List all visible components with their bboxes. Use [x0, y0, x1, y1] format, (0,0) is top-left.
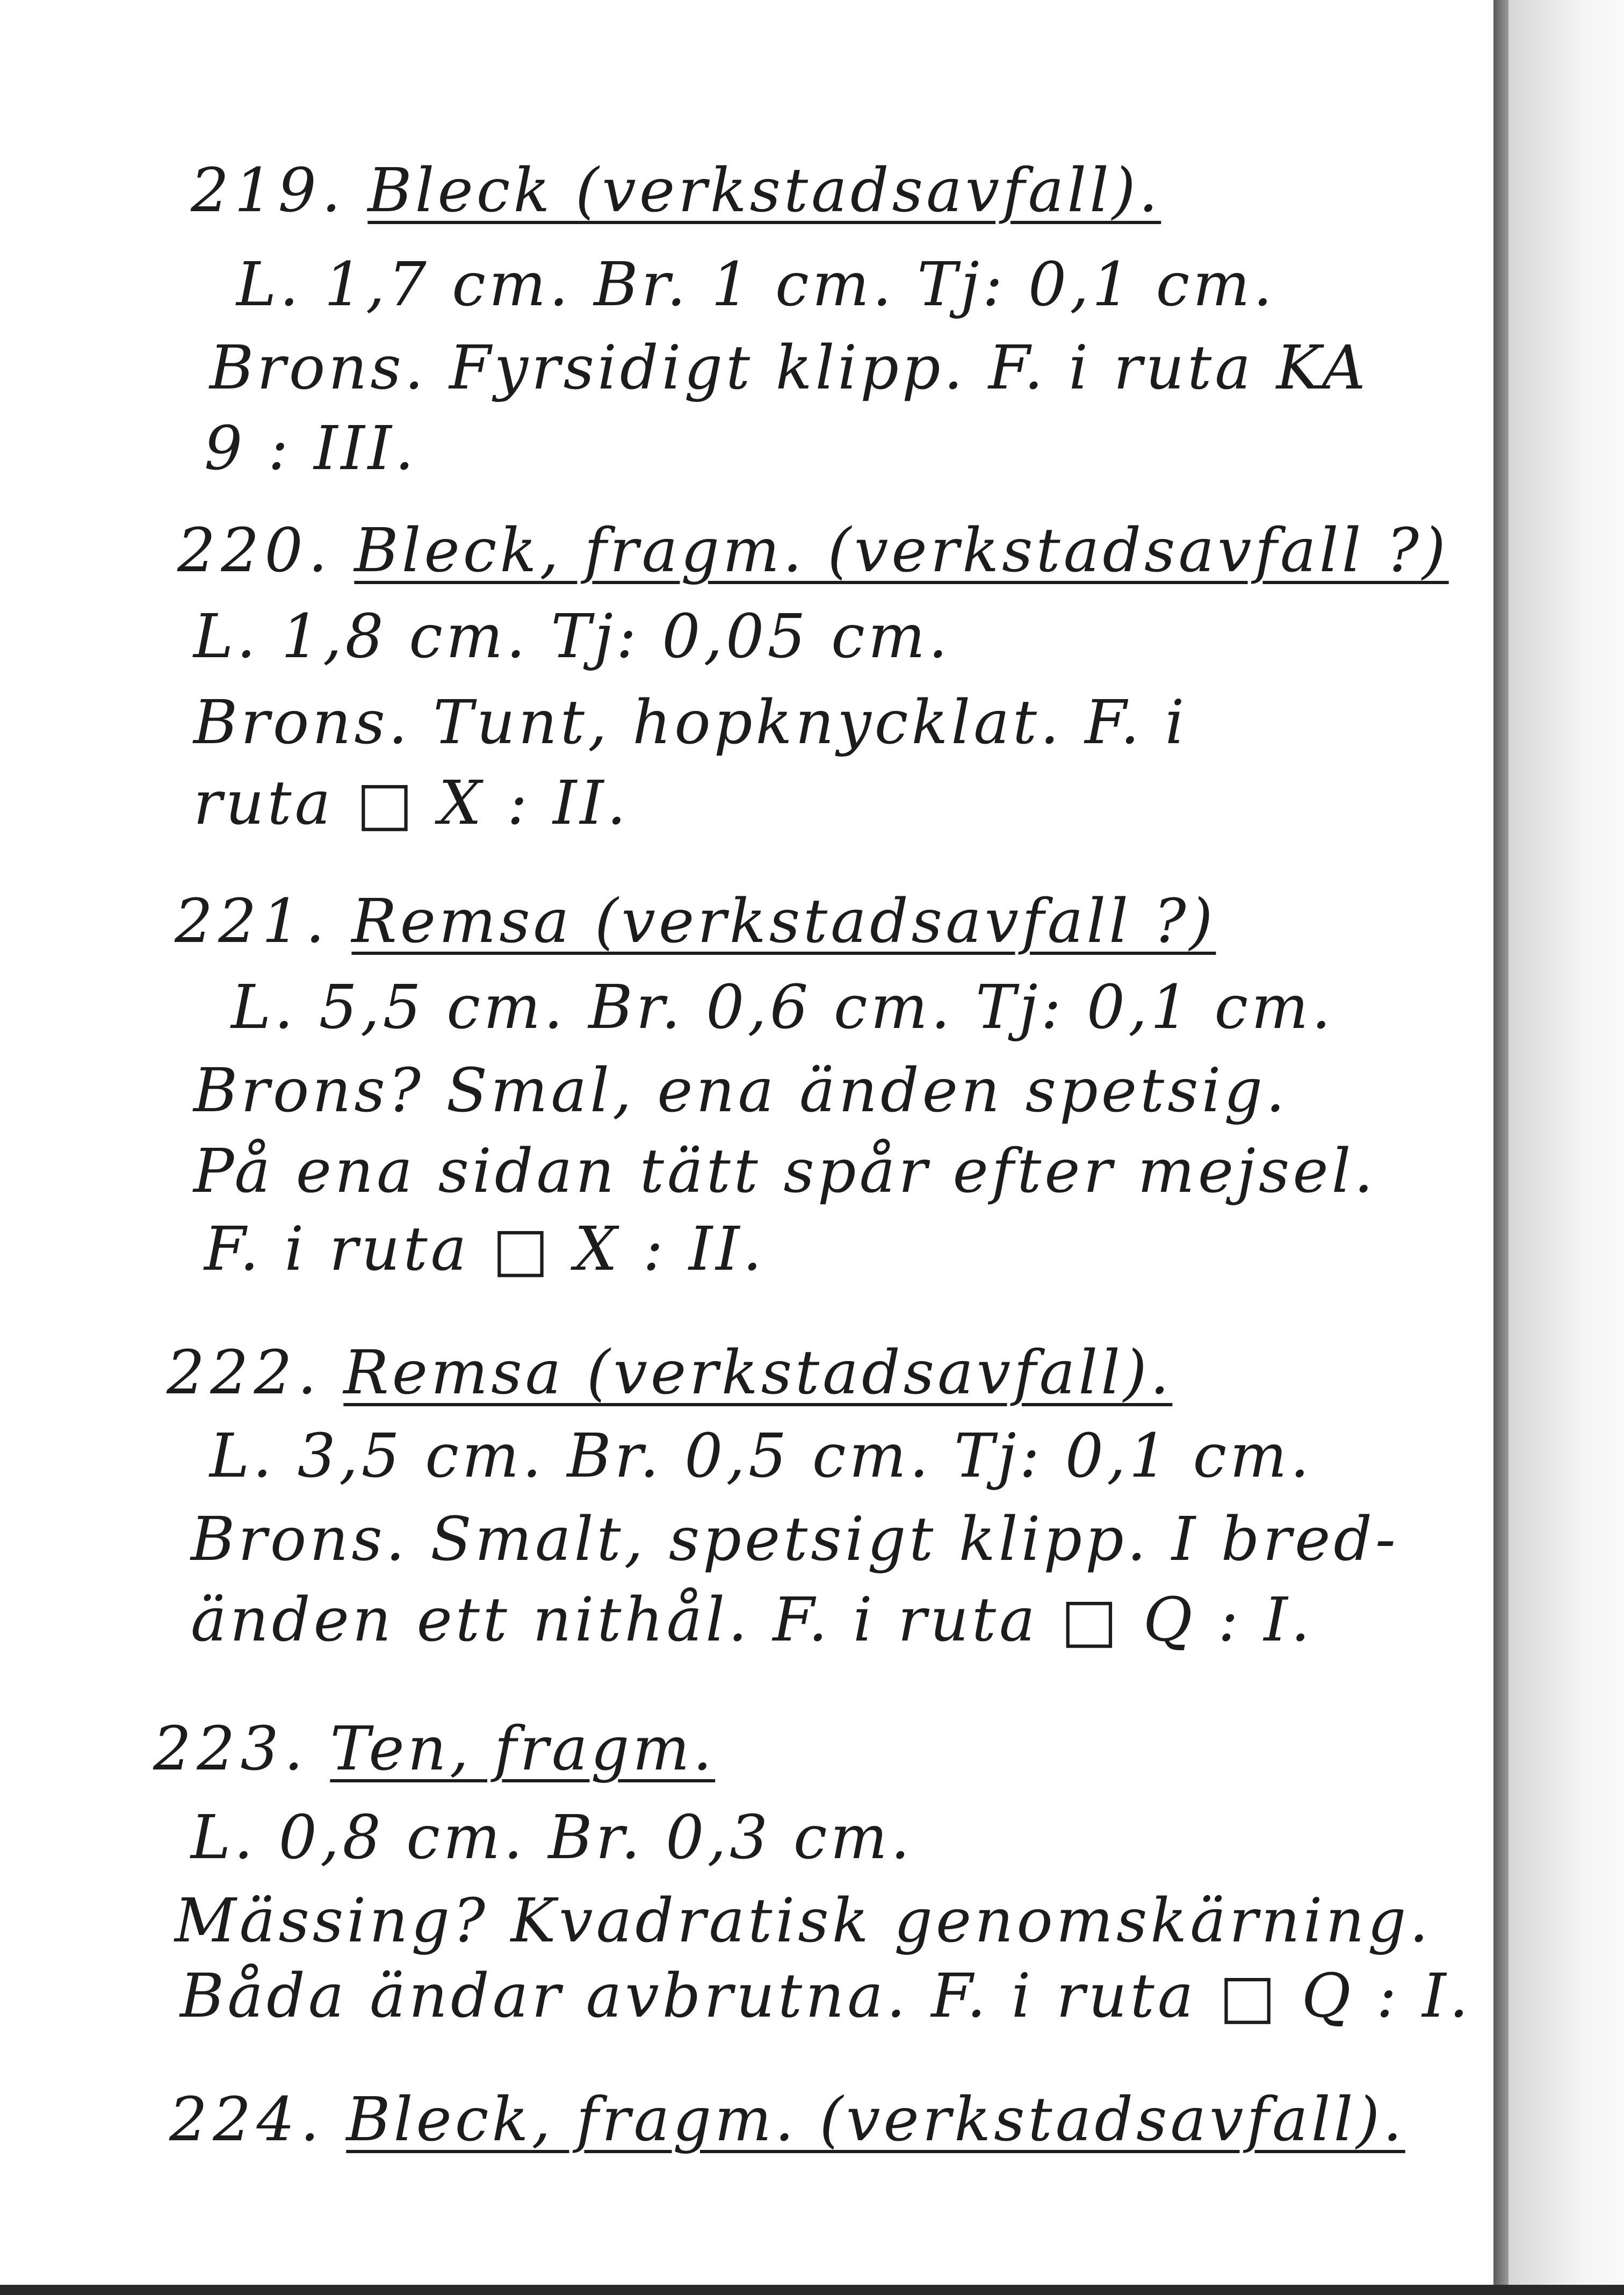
entry-title: Bleck, fragm. (verkstadsavfall ?)	[354, 516, 1449, 586]
entry-find-location: 9 : III.	[204, 414, 417, 484]
entry-title: Bleck (verkstadsavfall).	[367, 156, 1161, 226]
entry-description: Brons. Tunt, hopknycklat. F. i	[193, 688, 1188, 758]
entry-number: 224.	[169, 2085, 325, 2155]
page-edge	[1493, 0, 1508, 2295]
entry-description: Brons. Fyrsidigt klipp. F. i ruta KA	[210, 333, 1369, 403]
entry-heading	[167, 1338, 1172, 1408]
entry-description: Mässing? Kvadratisk genomskärning.	[175, 1886, 1432, 1956]
entry-measurements: L. 0,8 cm. Br. 0,3 cm.	[191, 1803, 913, 1873]
entry-number: 220.	[177, 516, 333, 586]
entry-find-location: ruta □ X : II.	[193, 768, 630, 838]
entry-measurements: L. 1,8 cm. Tj: 0,05 cm.	[193, 602, 951, 672]
entry-description: Brons. Smalt, spetsigt klipp. I bred-	[191, 1505, 1399, 1574]
entry-number: 221.	[175, 887, 330, 956]
entry-heading	[153, 1714, 715, 1784]
entry-measurements: L. 3,5 cm. Br. 0,5 cm. Tj: 0,1 cm.	[210, 1421, 1313, 1491]
entry-number: 223.	[153, 1714, 309, 1784]
entry-description-2: På ena sidan tätt spår efter mejsel.	[193, 1136, 1377, 1206]
entry-heading	[169, 2085, 1405, 2155]
entry-number: 219.	[191, 156, 347, 226]
scan-bottom-border	[0, 2285, 1624, 2295]
entry-title: Remsa (verkstadsavfall).	[343, 1338, 1173, 1408]
entry-title: Bleck, fragm. (verkstadsavfall).	[346, 2085, 1405, 2155]
entry-title: Remsa (verkstadsavfall ?)	[351, 887, 1216, 956]
entry-heading	[175, 887, 1216, 956]
page-margin-shadow	[1508, 0, 1624, 2295]
entry-description: Brons? Smal, ena änden spetsig.	[193, 1056, 1288, 1126]
entry-find-location: änden ett nithål. F. i ruta □ Q : I.	[191, 1585, 1313, 1655]
entry-measurements: L. 5,5 cm. Br. 0,6 cm. Tj: 0,1 cm.	[231, 973, 1334, 1042]
entry-heading	[191, 156, 1161, 226]
entry-find-location: F. i ruta □ X : II.	[204, 1214, 766, 1284]
entry-heading	[177, 516, 1449, 586]
entry-title: Ten, fragm.	[330, 1714, 716, 1784]
entry-number: 222.	[167, 1338, 322, 1408]
entry-measurements: L. 1,7 cm. Br. 1 cm. Tj: 0,1 cm.	[236, 250, 1276, 320]
entry-find-location: Båda ändar avbrutna. F. i ruta □ Q : I.	[180, 1961, 1472, 2031]
